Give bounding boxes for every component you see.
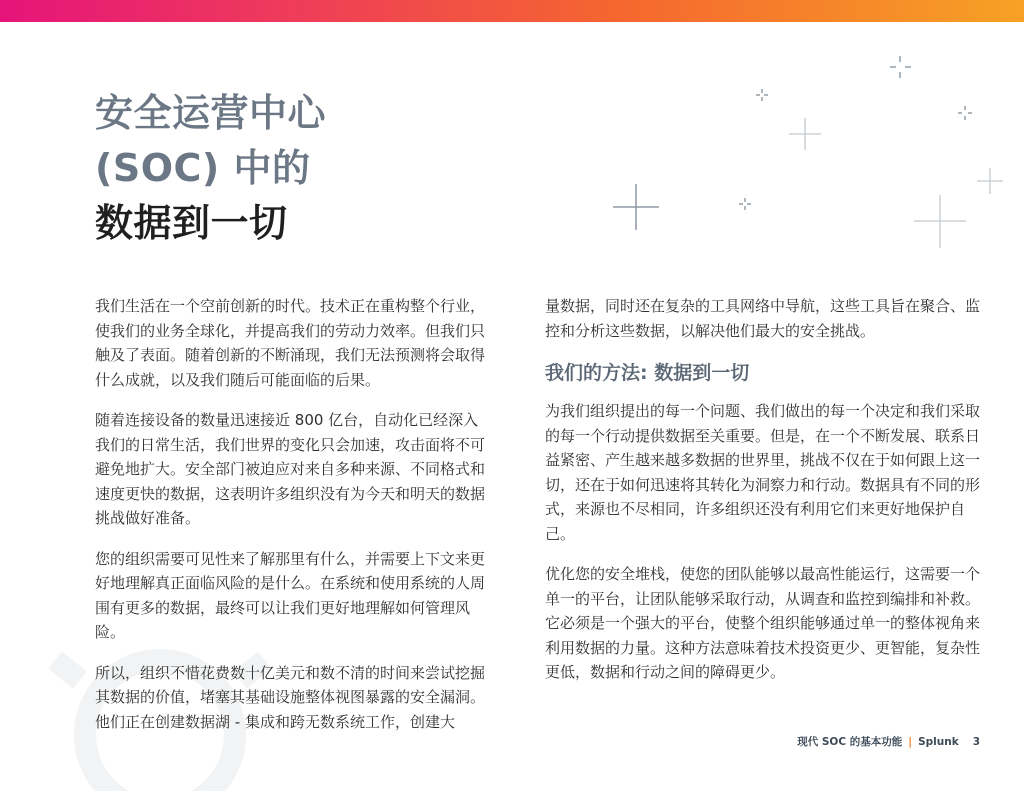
body-paragraph: 量数据，同时还在复杂的工具网络中导航，这些工具旨在聚合、监控和分析这些数据，以解决他们最大的安全挑战。 [545,297,981,340]
body-paragraph: 我们生活在一个空前创新的时代。技术正在重构整个行业，使我们的业务全球化，并提高我们的劳动力效率。但我们只触及了表面。随着创新的不断涌现，我们无法预测将会取得什么成就，以及我们随后可能面临的后果。 [95,297,486,389]
footer-separator: | [908,736,913,748]
footer-doc-title: 现代 SOC 的基本功能 [797,736,903,748]
page-title [95,86,326,251]
body-paragraph: 随着连接设备的数量迅速接近 800 亿台，自动化已经深入我们的日常生活，我们世界的变化只会加速，攻击面将不可避免地扩大。安全部门被迫应对来自多种来源、不同格式和速度更快的数据，这表明许多组织没有为今天和明天的数据挑战做好准备。 [95,411,486,527]
section-heading: 我们的方法: 数据到一切 [545,362,750,384]
body-paragraph: 所以，组织不惜花费数十亿美元和数不清的时间来尝试挖掘其数据的价值，堵塞其基础设施整体视图暴露的安全漏洞。他们正在创建数据湖 - 集成和跨无数系统工作，创建大 [95,663,486,731]
footer-brand: Splunk [918,736,959,748]
page-footer [760,734,980,749]
left-column [95,294,490,750]
right-column [545,294,985,701]
header-gradient-bar [0,0,1024,22]
body-paragraph: 优化您的安全堆栈，使您的团队能够以最高性能运行，这需要一个单一的平台，让团队能够采取行动，从调查和监控到编排和补救。它必须是一个强大的平台，使整个组织能够通过单一的整体视角来利用数据的力量。这种方法意味着技术投资更少、更智能，复杂性更低，数据和行动之间的障碍更少。 [545,565,981,681]
title-line-1: 安全运营中心 [95,91,327,135]
title-line-3: 数据到一切 [95,201,288,245]
body-paragraph: 为我们组织提出的每一个问题、我们做出的每一个决定和我们采取的每一个行动提供数据至关重要。但是，在一个不断发展、联系日益紧密、产生越来越多数据的世界里，挑战不仅在于如何跟上这一切，还在于如何迅速将其转化为洞察力和行动。数据具有不同的形式，来源也不尽相同，许多组织还没有利用它们来更好地保护自己。 [545,402,981,543]
title-line-2: (SOC) 中的 [95,146,311,190]
body-paragraph: 您的组织需要可见性来了解那里有什么，并需要上下文来更好地理解真正面临风险的是什么。在系统和使用系统的人周围有更多的数据，最终可以让我们更好地理解如何管理风险。 [95,549,486,641]
page-number: 3 [972,736,980,748]
